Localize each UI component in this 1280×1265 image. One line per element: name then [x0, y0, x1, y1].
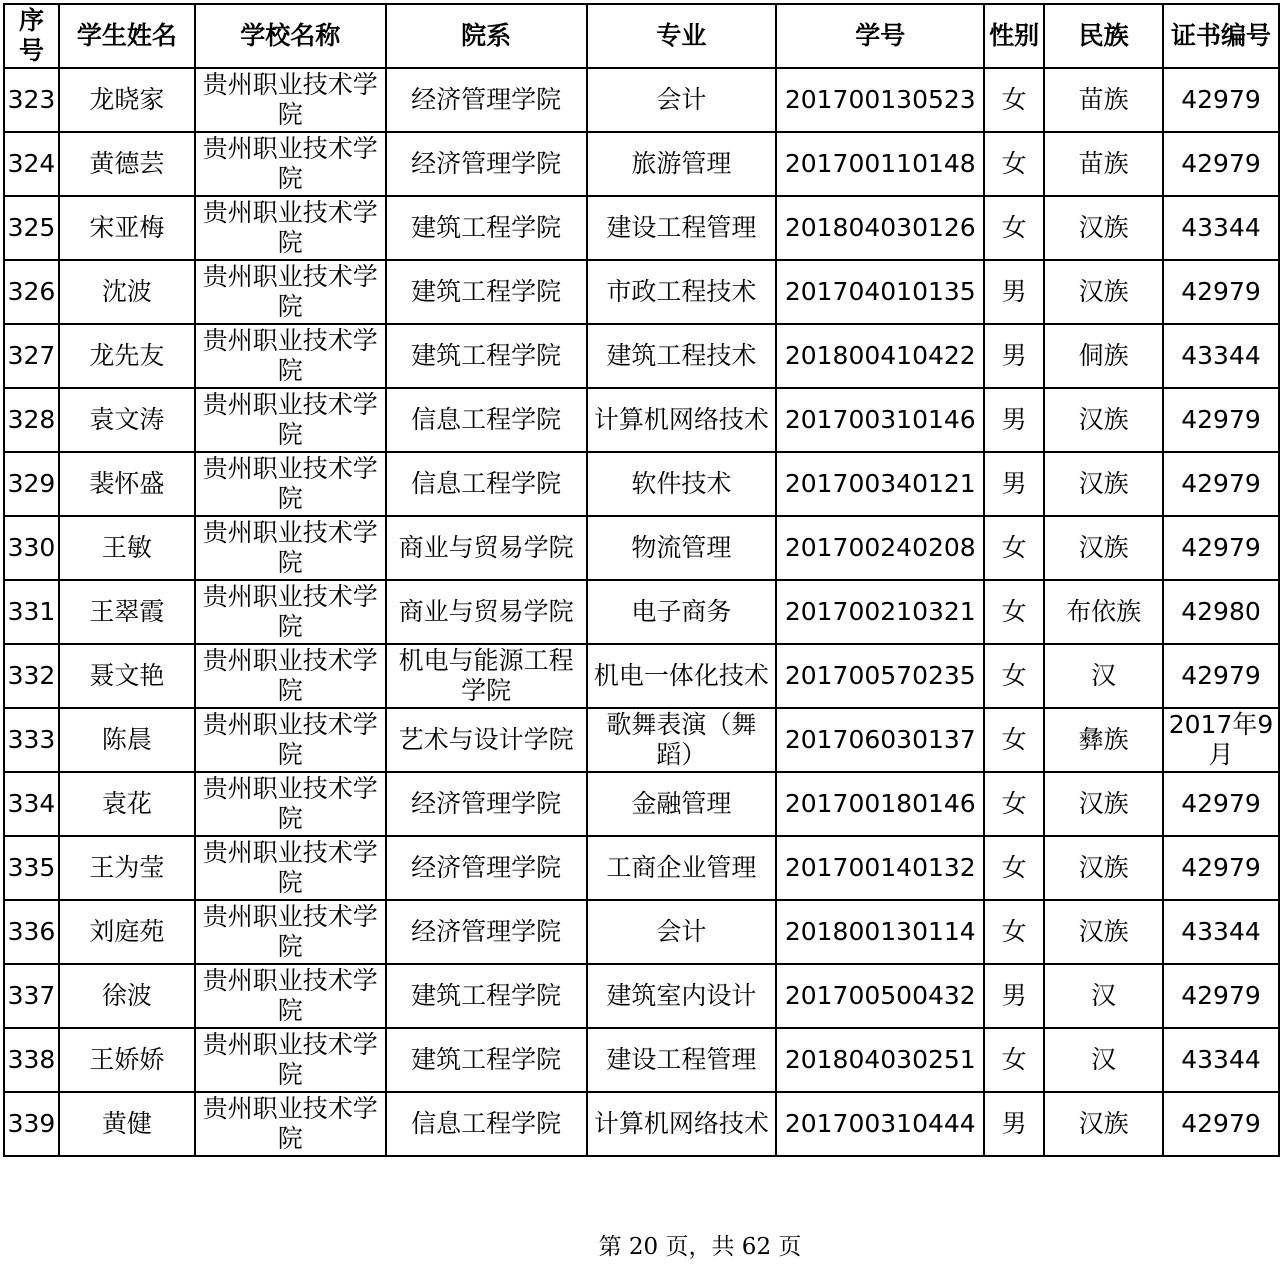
seq-cell: 328 — [4, 388, 59, 452]
student-name-cell: 王敏 — [59, 516, 195, 580]
seq-cell: 334 — [4, 772, 59, 836]
major-cell: 歌舞表演（舞蹈） — [587, 708, 777, 772]
department-cell: 建筑工程学院 — [386, 196, 587, 260]
student-id-cell: 201700240208 — [776, 516, 984, 580]
ethnicity-cell: 汉族 — [1044, 900, 1163, 964]
department-cell: 经济管理学院 — [386, 68, 587, 132]
major-cell: 建设工程管理 — [587, 1028, 777, 1092]
school-name-cell: 贵州职业技术学院 — [195, 836, 386, 900]
student-id-cell: 201700310146 — [776, 388, 984, 452]
student-name-cell: 龙先友 — [59, 324, 195, 388]
ethnicity-cell: 汉 — [1044, 964, 1163, 1028]
student-id-cell: 201700570235 — [776, 644, 984, 708]
ethnicity-cell: 侗族 — [1044, 324, 1163, 388]
ethnicity-cell: 汉族 — [1044, 388, 1163, 452]
student-name-cell: 陈晨 — [59, 708, 195, 772]
school-name-cell: 贵州职业技术学院 — [195, 68, 386, 132]
ethnicity-cell: 布依族 — [1044, 580, 1163, 644]
seq-cell: 324 — [4, 132, 59, 196]
ethnicity-cell: 汉 — [1044, 644, 1163, 708]
gender-cell: 男 — [984, 1092, 1044, 1156]
table-row — [4, 196, 1279, 260]
certificate-number-cell: 42979 — [1163, 132, 1279, 196]
school-name-cell: 贵州职业技术学院 — [195, 964, 386, 1028]
student-name-cell: 黄健 — [59, 1092, 195, 1156]
certificate-number-cell: 43344 — [1163, 900, 1279, 964]
table-row — [4, 772, 1279, 836]
major-cell: 建筑室内设计 — [587, 964, 777, 1028]
department-cell: 建筑工程学院 — [386, 1028, 587, 1092]
gender-cell: 女 — [984, 708, 1044, 772]
header-cell: 性别 — [984, 4, 1044, 68]
certificate-number-cell: 42979 — [1163, 260, 1279, 324]
school-name-cell: 贵州职业技术学院 — [195, 900, 386, 964]
student-id-cell: 201706030137 — [776, 708, 984, 772]
certificate-number-cell: 43344 — [1163, 196, 1279, 260]
seq-cell: 329 — [4, 452, 59, 516]
school-name-cell: 贵州职业技术学院 — [195, 1092, 386, 1156]
school-name-cell: 贵州职业技术学院 — [195, 388, 386, 452]
header-cell: 学生姓名 — [59, 4, 195, 68]
certificate-number-cell: 43344 — [1163, 324, 1279, 388]
student-name-cell: 王娇娇 — [59, 1028, 195, 1092]
header-cell: 院系 — [386, 4, 587, 68]
table-row — [4, 580, 1279, 644]
table-row — [4, 964, 1279, 1028]
table-row — [4, 516, 1279, 580]
certificate-number-cell: 42979 — [1163, 1092, 1279, 1156]
certificate-number-cell: 42979 — [1163, 836, 1279, 900]
major-cell: 机电一体化技术 — [587, 644, 777, 708]
school-name-cell: 贵州职业技术学院 — [195, 260, 386, 324]
ethnicity-cell: 汉 — [1044, 1028, 1163, 1092]
certificate-number-cell: 42979 — [1163, 388, 1279, 452]
department-cell: 信息工程学院 — [386, 388, 587, 452]
gender-cell: 女 — [984, 836, 1044, 900]
seq-cell: 339 — [4, 1092, 59, 1156]
major-cell: 工商企业管理 — [587, 836, 777, 900]
table-row — [4, 68, 1279, 132]
student-id-cell: 201700140132 — [776, 836, 984, 900]
student-id-cell: 201804030126 — [776, 196, 984, 260]
gender-cell: 男 — [984, 388, 1044, 452]
student-name-cell: 王翠霞 — [59, 580, 195, 644]
school-name-cell: 贵州职业技术学院 — [195, 1028, 386, 1092]
gender-cell: 女 — [984, 68, 1044, 132]
major-cell: 会计 — [587, 900, 777, 964]
certificate-number-cell: 42980 — [1163, 580, 1279, 644]
department-cell: 信息工程学院 — [386, 452, 587, 516]
major-cell: 会计 — [587, 68, 777, 132]
student-name-cell: 王为莹 — [59, 836, 195, 900]
major-cell: 电子商务 — [587, 580, 777, 644]
gender-cell: 女 — [984, 132, 1044, 196]
gender-cell: 女 — [984, 516, 1044, 580]
department-cell: 建筑工程学院 — [386, 260, 587, 324]
student-name-cell: 刘庭苑 — [59, 900, 195, 964]
seq-cell: 327 — [4, 324, 59, 388]
gender-cell: 男 — [984, 260, 1044, 324]
header-cell: 序号 — [4, 4, 59, 68]
student-name-cell: 龙晓家 — [59, 68, 195, 132]
header-cell: 学号 — [776, 4, 984, 68]
department-cell: 经济管理学院 — [386, 132, 587, 196]
table-row — [4, 388, 1279, 452]
major-cell: 计算机网络技术 — [587, 388, 777, 452]
seq-cell: 326 — [4, 260, 59, 324]
gender-cell: 女 — [984, 196, 1044, 260]
major-cell: 建筑工程技术 — [587, 324, 777, 388]
student-id-cell: 201700180146 — [776, 772, 984, 836]
header-cell: 专业 — [587, 4, 777, 68]
gender-cell: 女 — [984, 580, 1044, 644]
seq-cell: 338 — [4, 1028, 59, 1092]
school-name-cell: 贵州职业技术学院 — [195, 452, 386, 516]
department-cell: 经济管理学院 — [386, 836, 587, 900]
table-row — [4, 452, 1279, 516]
major-cell: 建设工程管理 — [587, 196, 777, 260]
major-cell: 软件技术 — [587, 452, 777, 516]
certificate-number-cell: 2017年9月 — [1163, 708, 1279, 772]
student-id-cell: 201800410422 — [776, 324, 984, 388]
student-name-cell: 黄德芸 — [59, 132, 195, 196]
gender-cell: 男 — [984, 324, 1044, 388]
table-row — [4, 1092, 1279, 1156]
certificate-number-cell: 42979 — [1163, 644, 1279, 708]
table-row — [4, 324, 1279, 388]
department-cell: 信息工程学院 — [386, 1092, 587, 1156]
table-row — [4, 836, 1279, 900]
seq-cell: 335 — [4, 836, 59, 900]
header-cell: 证书编号 — [1163, 4, 1279, 68]
table-row — [4, 708, 1279, 772]
student-id-cell: 201700340121 — [776, 452, 984, 516]
major-cell: 计算机网络技术 — [587, 1092, 777, 1156]
student-id-cell: 201700210321 — [776, 580, 984, 644]
seq-cell: 330 — [4, 516, 59, 580]
table-header-row — [4, 4, 1279, 68]
student-id-cell: 201800130114 — [776, 900, 984, 964]
table-row — [4, 260, 1279, 324]
student-name-cell: 沈波 — [59, 260, 195, 324]
student-name-cell: 裴怀盛 — [59, 452, 195, 516]
gender-cell: 女 — [984, 900, 1044, 964]
header-cell: 民族 — [1044, 4, 1163, 68]
seq-cell: 336 — [4, 900, 59, 964]
seq-cell: 333 — [4, 708, 59, 772]
ethnicity-cell: 苗族 — [1044, 132, 1163, 196]
roster-body — [4, 4, 1279, 1156]
certificate-number-cell: 42979 — [1163, 964, 1279, 1028]
school-name-cell: 贵州职业技术学院 — [195, 132, 386, 196]
gender-cell: 女 — [984, 772, 1044, 836]
department-cell: 经济管理学院 — [386, 772, 587, 836]
gender-cell: 男 — [984, 452, 1044, 516]
school-name-cell: 贵州职业技术学院 — [195, 516, 386, 580]
department-cell: 机电与能源工程学院 — [386, 644, 587, 708]
seq-cell: 323 — [4, 68, 59, 132]
table-row — [4, 132, 1279, 196]
page-footer: 第 20 页，共 62 页 — [598, 1234, 802, 1260]
student-name-cell: 聂文艳 — [59, 644, 195, 708]
major-cell: 物流管理 — [587, 516, 777, 580]
seq-cell: 331 — [4, 580, 59, 644]
student-name-cell: 徐波 — [59, 964, 195, 1028]
major-cell: 旅游管理 — [587, 132, 777, 196]
major-cell: 市政工程技术 — [587, 260, 777, 324]
seq-cell: 325 — [4, 196, 59, 260]
school-name-cell: 贵州职业技术学院 — [195, 772, 386, 836]
ethnicity-cell: 苗族 — [1044, 68, 1163, 132]
gender-cell: 男 — [984, 964, 1044, 1028]
ethnicity-cell: 汉族 — [1044, 836, 1163, 900]
certificate-number-cell: 42979 — [1163, 68, 1279, 132]
school-name-cell: 贵州职业技术学院 — [195, 580, 386, 644]
student-id-cell: 201700130523 — [776, 68, 984, 132]
student-name-cell: 宋亚梅 — [59, 196, 195, 260]
department-cell: 艺术与设计学院 — [386, 708, 587, 772]
gender-cell: 女 — [984, 1028, 1044, 1092]
major-cell: 金融管理 — [587, 772, 777, 836]
ethnicity-cell: 汉族 — [1044, 772, 1163, 836]
table-row — [4, 1028, 1279, 1092]
seq-cell: 332 — [4, 644, 59, 708]
certificate-number-cell: 42979 — [1163, 772, 1279, 836]
table-row — [4, 644, 1279, 708]
student-roster-table — [3, 3, 1280, 1157]
table-row — [4, 900, 1279, 964]
department-cell: 经济管理学院 — [386, 900, 587, 964]
student-id-cell: 201700310444 — [776, 1092, 984, 1156]
gender-cell: 女 — [984, 644, 1044, 708]
student-id-cell: 201704010135 — [776, 260, 984, 324]
certificate-number-cell: 42979 — [1163, 516, 1279, 580]
department-cell: 商业与贸易学院 — [386, 516, 587, 580]
school-name-cell: 贵州职业技术学院 — [195, 324, 386, 388]
school-name-cell: 贵州职业技术学院 — [195, 708, 386, 772]
ethnicity-cell: 汉族 — [1044, 260, 1163, 324]
student-id-cell: 201700110148 — [776, 132, 984, 196]
seq-cell: 337 — [4, 964, 59, 1028]
student-name-cell: 袁花 — [59, 772, 195, 836]
school-name-cell: 贵州职业技术学院 — [195, 644, 386, 708]
certificate-number-cell: 43344 — [1163, 1028, 1279, 1092]
department-cell: 建筑工程学院 — [386, 324, 587, 388]
student-name-cell: 袁文涛 — [59, 388, 195, 452]
ethnicity-cell: 汉族 — [1044, 196, 1163, 260]
certificate-number-cell: 42979 — [1163, 452, 1279, 516]
student-id-cell: 201700500432 — [776, 964, 984, 1028]
ethnicity-cell: 汉族 — [1044, 516, 1163, 580]
ethnicity-cell: 汉族 — [1044, 1092, 1163, 1156]
header-cell: 学校名称 — [195, 4, 386, 68]
ethnicity-cell: 汉族 — [1044, 452, 1163, 516]
department-cell: 建筑工程学院 — [386, 964, 587, 1028]
student-id-cell: 201804030251 — [776, 1028, 984, 1092]
ethnicity-cell: 彝族 — [1044, 708, 1163, 772]
department-cell: 商业与贸易学院 — [386, 580, 587, 644]
school-name-cell: 贵州职业技术学院 — [195, 196, 386, 260]
